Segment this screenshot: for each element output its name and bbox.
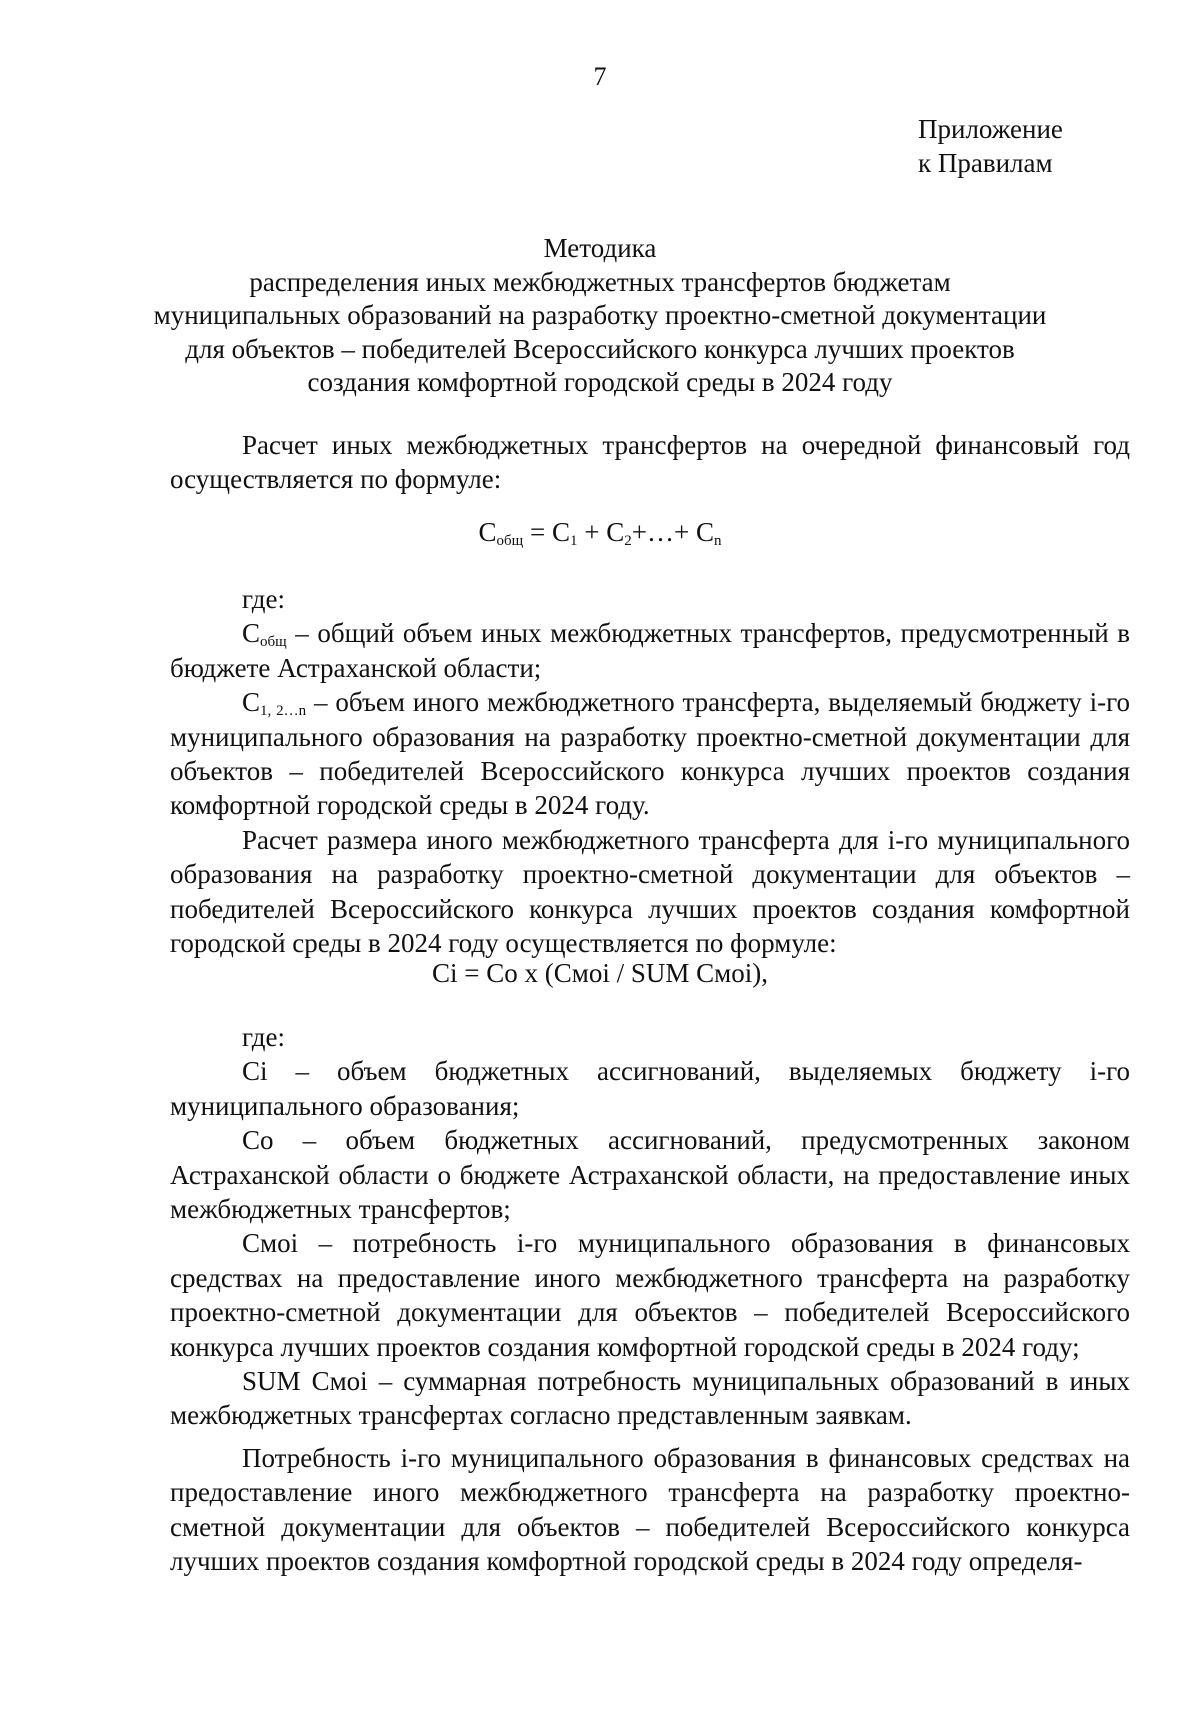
annex-line-2: к Правилам [918, 148, 1053, 178]
definitions-block-1 [170, 582, 1130, 960]
definition-total [170, 616, 1130, 685]
definition-ci-text: – объем иного межбюджетного трансферта, выделяемый бюджету i-го муниципального образования на разработку проектно-сметной документации для объектов – победителей Всероссийского конкурса лучших проектов создания комфортной городской среды в 2024 году. [170, 687, 1130, 821]
formula-total-sub-n: n [713, 533, 722, 549]
intro-block [170, 428, 1130, 497]
formula-total [0, 517, 1200, 548]
page-number: 7 [593, 62, 607, 91]
definition-ci [170, 685, 1130, 823]
definition-ci-sub: 1, 2…n [260, 703, 307, 720]
formula-total-mid: +…+ C [631, 517, 714, 547]
definition-ci-2: Ci – объем бюджетных ассигнований, выделяемых бюджету i-го муниципального образования; [170, 1056, 1130, 1121]
document-title [150, 232, 1050, 400]
definition-ci-symbol: C [242, 687, 261, 718]
definition-total-symbol: C [242, 618, 261, 649]
formula-total-lhs: C [478, 517, 497, 547]
title-line-5: создания комфортной городской среды в 2024 году [307, 367, 893, 397]
formula-total-sub-1: 1 [569, 533, 578, 549]
formula-total-sub-2: 2 [624, 533, 632, 549]
formula-ci: Ci = Co x (Cмoi / SUM Cмoi), [432, 958, 768, 988]
title-line-2: распределения иных межбюджетных трансфертов бюджетам [249, 266, 951, 297]
definition-total-text: – общий объем иных межбюджетных трансфертов, предусмотренный в бюджете Астраханской области; [170, 618, 1130, 683]
definitions-block-2 [170, 1020, 1130, 1579]
calculation-paragraph: Расчет размера иного межбюджетного трансферта для i-го муниципального образования на разработку проектно-сметной документации для объектов – победителей Всероссийского конкурса лучших проектов создания комфортной городской среды в 2024 году осуществляется по формуле: [170, 824, 1130, 959]
annex-heading [918, 112, 1063, 180]
need-paragraph: Потребность i-го муниципального образования в финансовых средствах на предоставление иного межбюджетного трансферта на разработку проектно-сметной документации для объектов – победителей Всероссийского конкурса лучших проектов создания комфортной городской среды в 2024 году определя- [170, 1442, 1130, 1577]
formula-total-eq: = C [523, 517, 570, 547]
definition-total-sub: общ [260, 634, 287, 651]
title-line-4: для объектов – победителей Всероссийского конкурса лучших проектов [185, 333, 1015, 364]
formula-total-plus: + C [577, 517, 625, 547]
definition-sum-cmoi: SUM Cмoi – суммарная потребность муниципальных образований в иных межбюджетных трансфертах согласно представленным заявкам. [170, 1366, 1130, 1431]
title-line-3: муниципальных образований на разработку проектно-сметной документации [153, 300, 1047, 330]
annex-line-1: Приложение [918, 114, 1063, 144]
formula-total-lhs-sub: общ [496, 533, 524, 549]
intro-paragraph: Расчет иных межбюджетных трансфертов на очередной финансовый год осуществляется по формуле: [170, 430, 1130, 495]
definition-co: Co – объем бюджетных ассигнований, предусмотренных законом Астраханской области о бюджете Астраханской области, на предоставление иных межбюджетных трансфертов; [170, 1125, 1130, 1225]
where-label-2: где: [242, 1022, 285, 1052]
definition-cmoi: Cмoi – потребность i-го муниципального образования в финансовых средствах на предоставление иного межбюджетного трансферта на разработку проектно-сметной документации для объектов – победителей Всероссийского конкурса лучших проектов создания комфортной городской среды в 2024 году; [170, 1228, 1130, 1362]
where-label-1: где: [242, 584, 285, 614]
title-line-1: Методика [543, 233, 657, 263]
